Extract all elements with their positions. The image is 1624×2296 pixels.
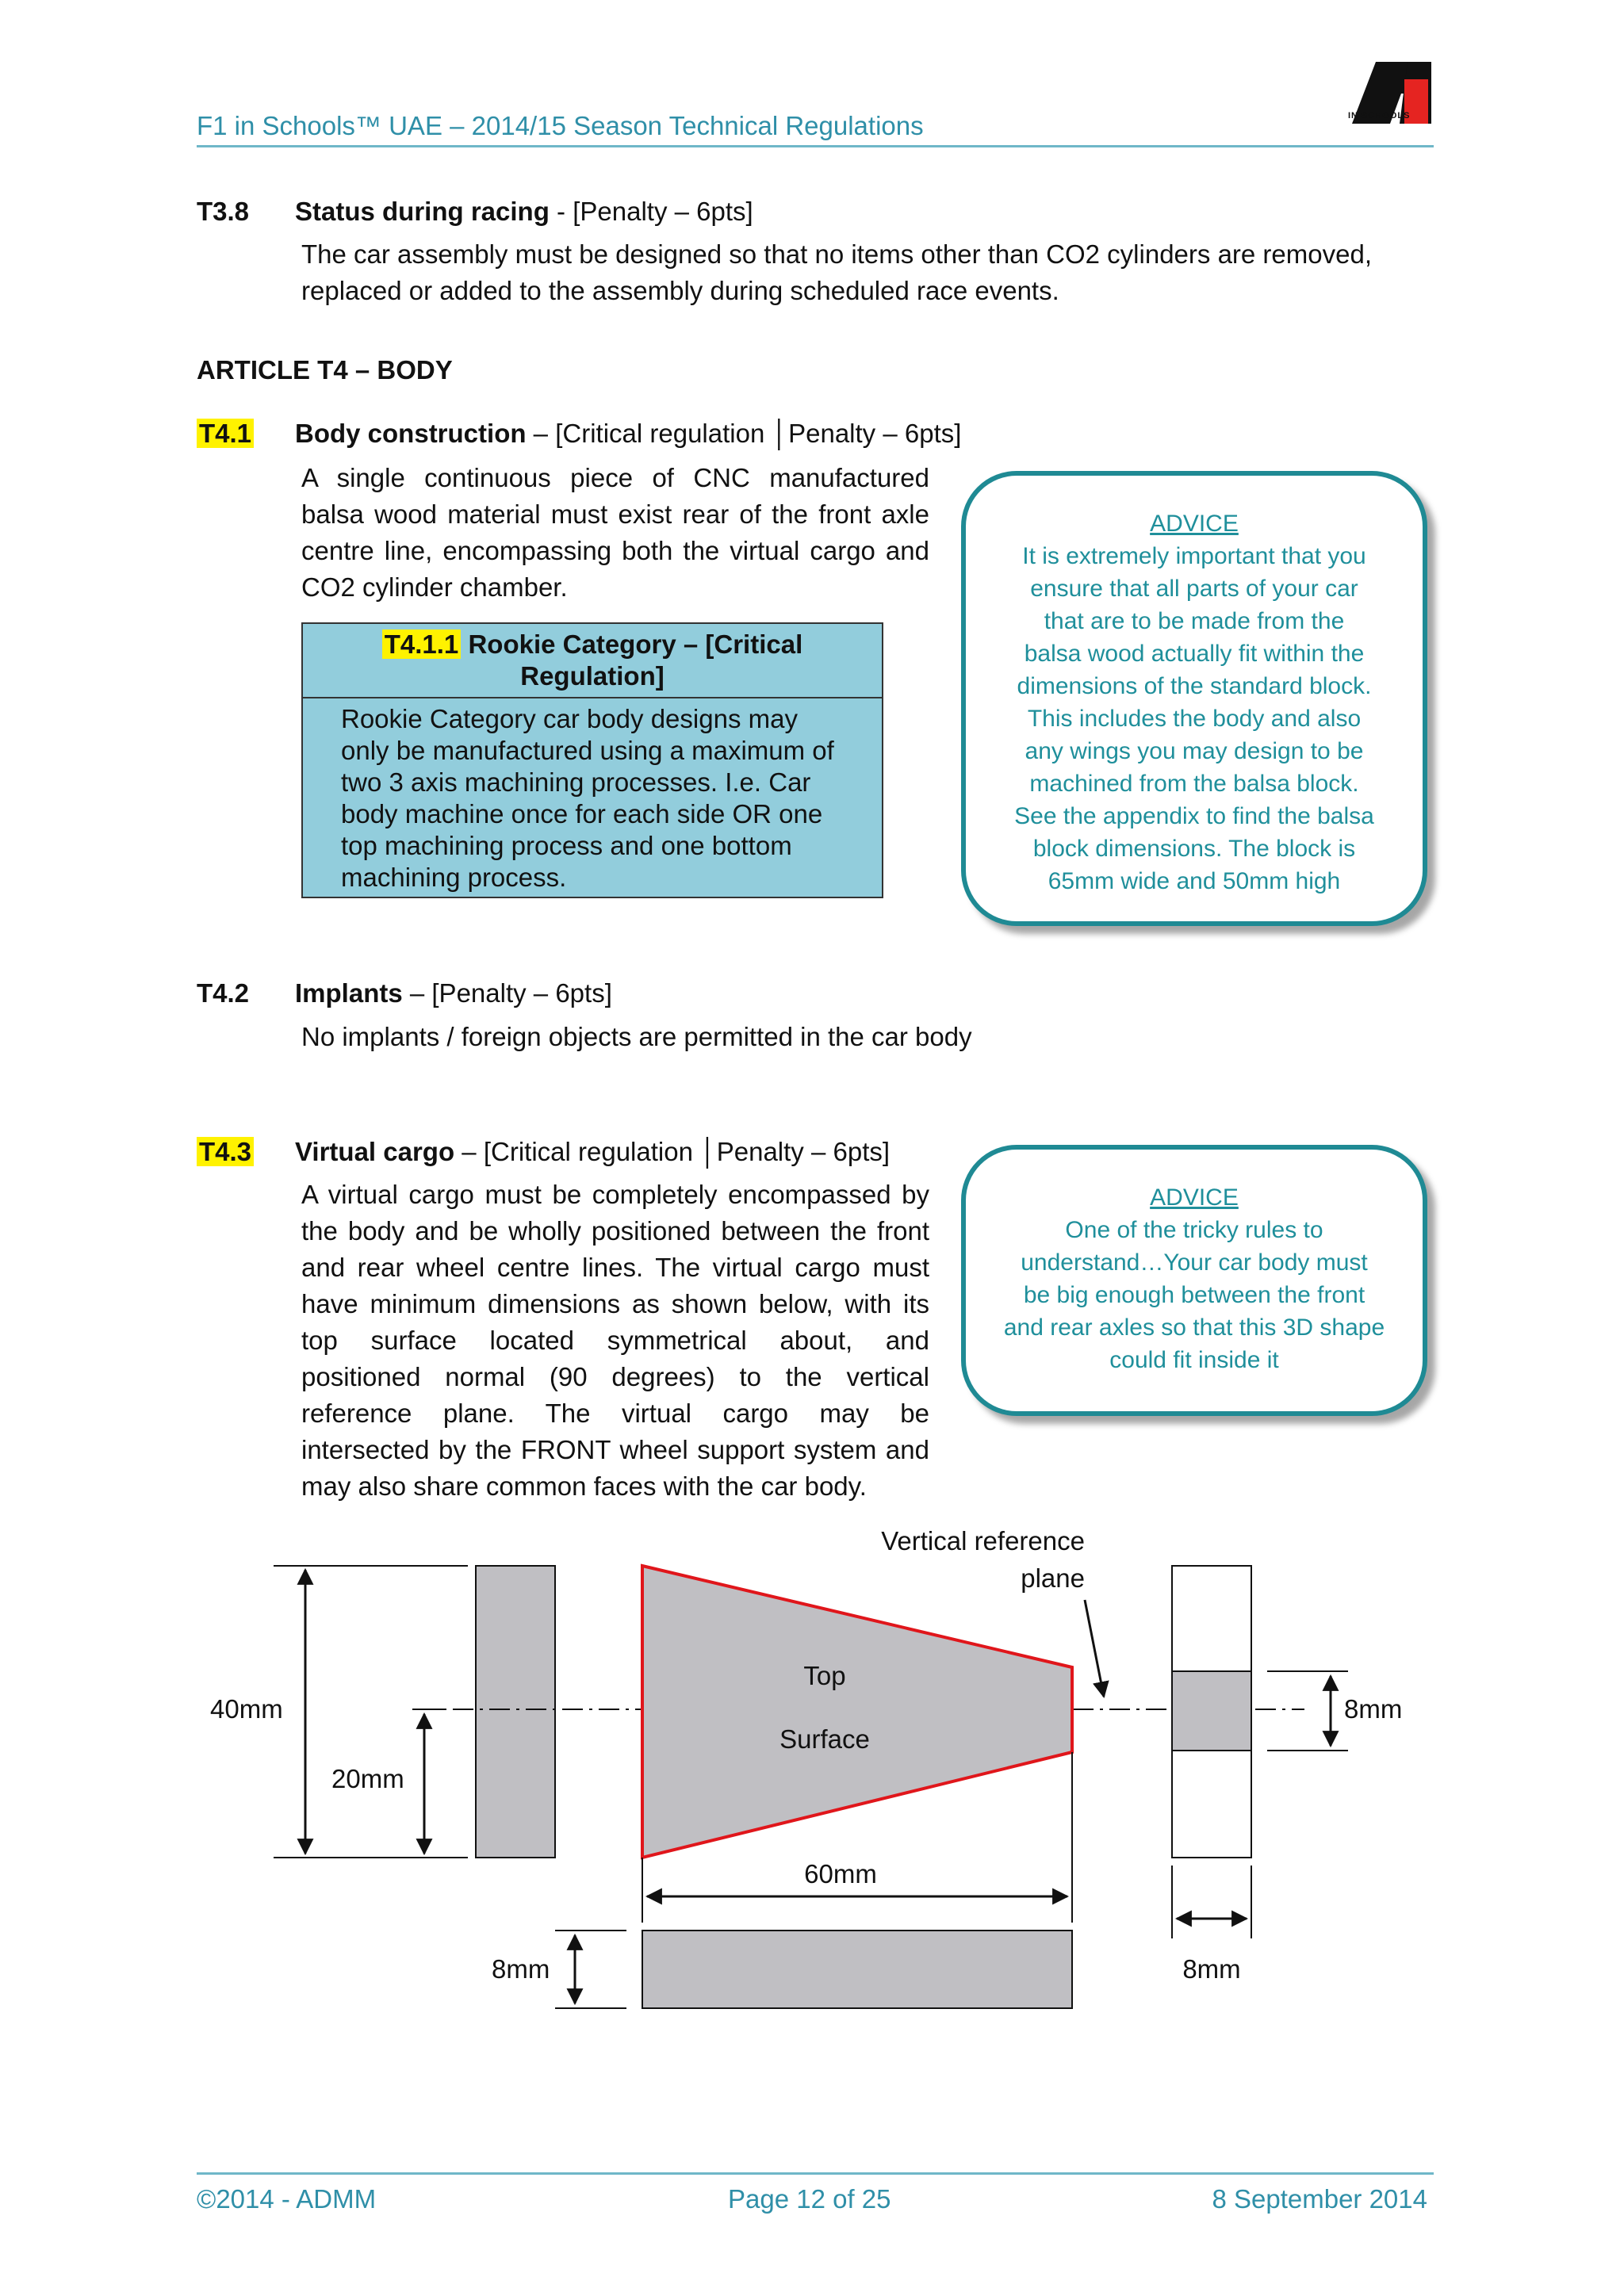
section-title-t43: Virtual cargo bbox=[295, 1137, 455, 1166]
rookie-box-title: Rookie Category – [Critical bbox=[461, 629, 803, 659]
highlight: T4.3 bbox=[197, 1137, 254, 1166]
logo-caption: IN SCHOOLS bbox=[1348, 111, 1411, 121]
side-view-block bbox=[476, 1566, 555, 1858]
surface-label: Surface bbox=[779, 1724, 870, 1754]
highlight: T4.1 bbox=[197, 419, 254, 448]
section-number-t42: T4.2 bbox=[197, 978, 250, 1008]
header-rule bbox=[197, 145, 1434, 147]
footer-copyright: ©2014 - ADMM bbox=[197, 2184, 377, 2214]
rookie-box-body bbox=[303, 698, 882, 894]
advice-line: be big enough between the front bbox=[1023, 1282, 1365, 1308]
advice-line: that are to be made from the bbox=[1044, 608, 1345, 634]
rookie-box-number: T4.1.1 bbox=[382, 629, 462, 659]
section-penalty-t43: – [Critical regulation │Penalty – 6pts] bbox=[454, 1137, 891, 1166]
advice-callout-cargo bbox=[961, 1145, 1427, 1416]
advice-line: balsa wood actually fit within the bbox=[1024, 641, 1365, 667]
advice-line: any wings you may design to be bbox=[1025, 738, 1364, 764]
article-heading: ARTICLE T4 – BODY bbox=[197, 355, 453, 385]
advice-title: ADVICE bbox=[1150, 1184, 1239, 1211]
body-line: A virtual cargo must be completely encompassed by bbox=[301, 1180, 929, 1209]
end-view-cargo bbox=[1172, 1671, 1251, 1751]
body-line: top machining process and one bottom bbox=[341, 831, 792, 860]
body-line: the body and be wholly positioned between the front bbox=[301, 1216, 929, 1246]
advice-line: This includes the body and also bbox=[1027, 706, 1362, 732]
advice-line: dimensions of the standard block. bbox=[1017, 673, 1372, 699]
body-line: balsa wood material must exist rear of the front axle bbox=[301, 499, 929, 529]
section-body-t42: No implants / foreign objects are permitted in the car body bbox=[301, 1022, 972, 1051]
section-body-t43 bbox=[301, 1177, 929, 1505]
body-line: two 3 axis machining processes. I.e. Car bbox=[341, 767, 811, 797]
body-line: Rookie Category car body designs may bbox=[341, 704, 798, 733]
vrp-label-2: plane bbox=[1021, 1563, 1085, 1593]
footer-rule bbox=[197, 2172, 1434, 2175]
section-title-t41: Body construction bbox=[295, 419, 527, 448]
section-heading-t42 bbox=[295, 978, 612, 1008]
body-line: CO2 cylinder chamber. bbox=[301, 572, 568, 602]
vrp-label-1: Vertical reference bbox=[881, 1526, 1085, 1556]
body-line: intersected by the FRONT wheel support system and bbox=[301, 1435, 929, 1464]
dim-label-40: 40mm bbox=[210, 1694, 283, 1724]
body-line: may also share common faces with the car body. bbox=[301, 1471, 867, 1501]
section-heading-t41 bbox=[295, 419, 961, 449]
section-title-t42: Implants bbox=[295, 978, 403, 1008]
document-header-title: F1 in Schools™ UAE – 2014/15 Season Technical Regulations bbox=[197, 111, 924, 140]
section-number-t41 bbox=[197, 419, 254, 449]
dim-label-8-end: 8mm bbox=[1182, 1954, 1241, 1984]
body-line: The car assembly must be designed so that no items other than CO2 cylinders are removed, bbox=[301, 239, 1372, 269]
advice-line: ensure that all parts of your car bbox=[1030, 576, 1358, 602]
advice-line: One of the tricky rules to bbox=[1065, 1217, 1323, 1243]
advice-line: block dimensions. The block is bbox=[1032, 836, 1356, 862]
body-line: replaced or added to the assembly during scheduled race events. bbox=[301, 276, 1059, 305]
footer-date: 8 September 2014 bbox=[1212, 2184, 1427, 2214]
virtual-cargo-diagram bbox=[0, 1506, 1624, 2045]
vrp-arrow bbox=[1085, 1600, 1104, 1697]
body-line: only be manufactured using a maximum of bbox=[341, 736, 834, 765]
bottom-view-block bbox=[642, 1931, 1072, 2008]
advice-line: could fit inside it bbox=[1109, 1347, 1279, 1373]
section-penalty-t38: - [Penalty – 6pts] bbox=[549, 197, 753, 226]
advice-line: machined from the balsa block. bbox=[1029, 771, 1359, 797]
advice-line: It is extremely important that you bbox=[1022, 543, 1366, 569]
section-number-t38: T3.8 bbox=[197, 197, 250, 226]
rookie-box-heading bbox=[303, 624, 882, 698]
advice-line: See the appendix to find the balsa bbox=[1014, 803, 1374, 829]
dim-label-8-bottom: 8mm bbox=[492, 1954, 550, 1984]
advice-line: 65mm wide and 50mm high bbox=[1048, 868, 1341, 894]
advice-title: ADVICE bbox=[1150, 511, 1239, 537]
body-line: machining process. bbox=[341, 863, 567, 892]
section-body-t41 bbox=[301, 460, 929, 606]
section-penalty-t41: – [Critical regulation │Penalty – 6pts] bbox=[526, 419, 962, 448]
advice-line: and rear axles so that this 3D shape bbox=[1003, 1314, 1385, 1341]
advice-line: understand…Your car body must bbox=[1021, 1249, 1368, 1276]
section-body-t38 bbox=[301, 236, 1372, 309]
top-label: Top bbox=[803, 1661, 846, 1690]
body-line: positioned normal (90 degrees) to the vertical bbox=[301, 1362, 929, 1391]
top-surface-trapezoid bbox=[642, 1566, 1072, 1858]
dim-label-60: 60mm bbox=[804, 1859, 877, 1888]
body-line: and rear wheel centre lines. The virtual cargo must bbox=[301, 1253, 929, 1282]
dim-label-20: 20mm bbox=[331, 1764, 404, 1793]
advice-callout-balsa bbox=[961, 471, 1427, 926]
body-line: body machine once for each side OR one bbox=[341, 799, 823, 828]
rookie-category-box bbox=[301, 622, 883, 898]
footer-page-number: Page 12 of 25 bbox=[728, 2184, 891, 2214]
rookie-box-title-2: Regulation] bbox=[520, 661, 665, 691]
section-heading-t38 bbox=[295, 197, 753, 227]
body-line: top surface located symmetrical about, and bbox=[301, 1326, 929, 1355]
section-heading-t43 bbox=[295, 1137, 890, 1167]
body-line: have minimum dimensions as shown below, with its bbox=[301, 1289, 929, 1318]
body-line: centre line, encompassing both the virtual cargo and bbox=[301, 536, 929, 565]
dim-label-8-right: 8mm bbox=[1344, 1694, 1403, 1724]
body-line: A single continuous piece of CNC manufactured bbox=[301, 463, 929, 492]
section-title-t38: Status during racing bbox=[295, 197, 550, 226]
section-penalty-t42: – [Penalty – 6pts] bbox=[402, 978, 612, 1008]
body-line: reference plane. The virtual cargo may be bbox=[301, 1399, 929, 1428]
section-number-t43 bbox=[197, 1137, 254, 1167]
